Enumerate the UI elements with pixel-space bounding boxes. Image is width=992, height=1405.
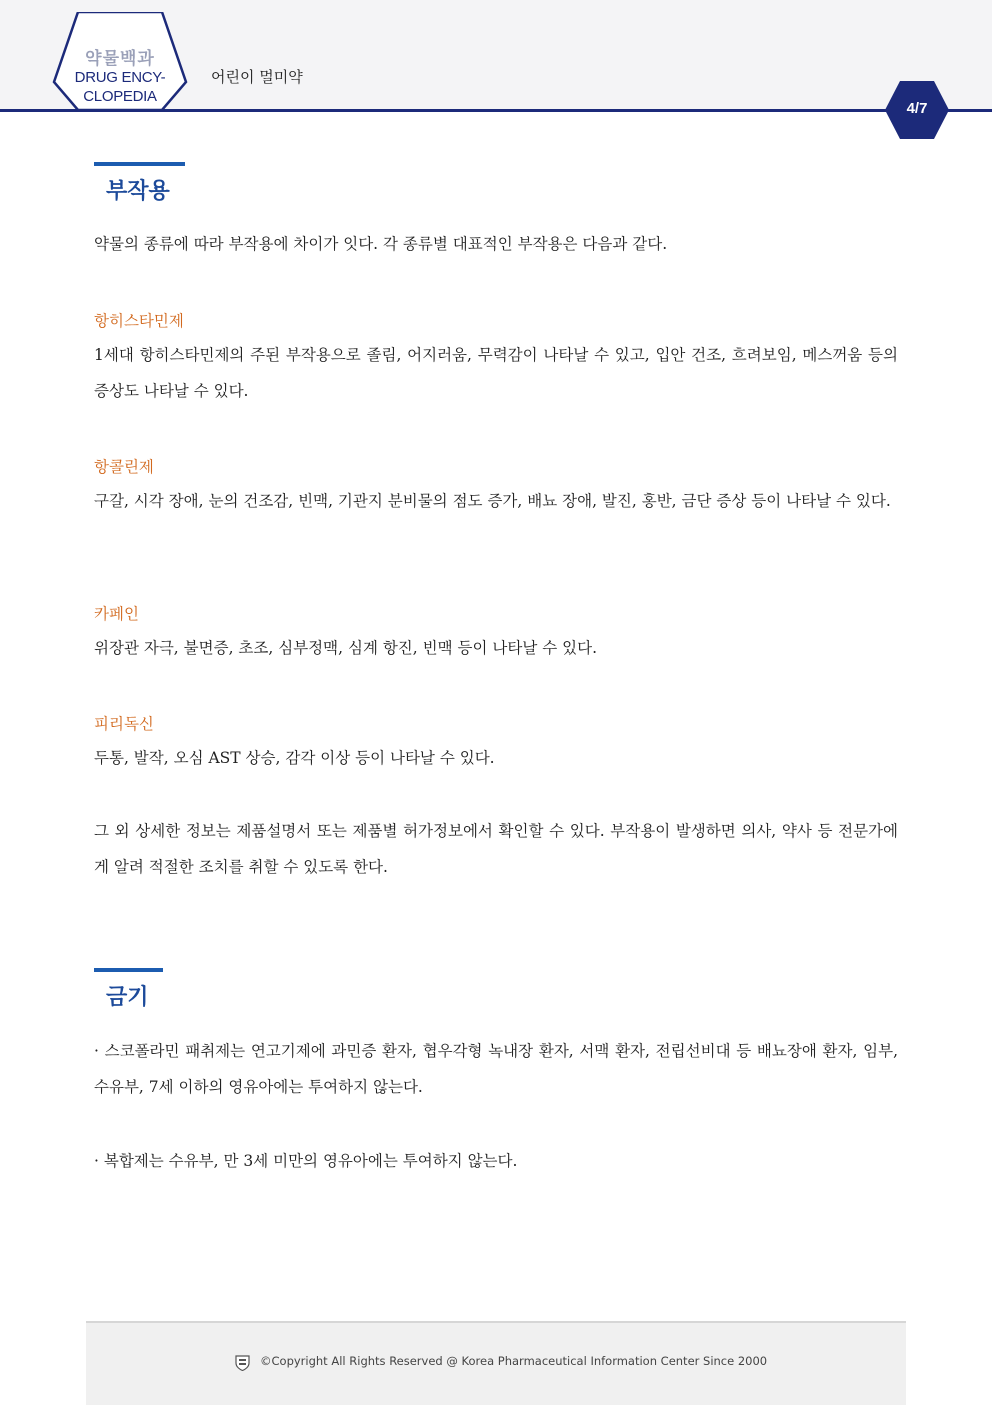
antihistamine-text: 1세대 항히스타민제의 주된 부작용으로 졸림, 어지러움, 무력감이 나타날 수 있고, 입안 건조, 흐려보임, 메스꺼움 등의 증상도 나타날 수 있다. [94, 346, 898, 400]
subheading-caffeine: 카페인 [94, 605, 139, 623]
contraindication-bullet-2: · 복합제는 수유부, 만 3세 미만의 영유아에는 투여하지 않는다. [94, 1152, 518, 1170]
section-bar-contraindications [94, 968, 163, 972]
shield-emblem-icon [235, 1354, 250, 1371]
subheading-pyridoxine: 피리독신 [94, 715, 154, 733]
subheading-anticholinergic: 항콜린제 [94, 458, 154, 476]
page-number: 4/7 [906, 100, 928, 117]
section-title-side-effects: 부작용 [106, 179, 170, 204]
subheading-antihistamine: 항히스타민제 [94, 312, 184, 330]
side-effects-outro: 그 외 상세한 정보는 제품설명서 또는 제품별 허가정보에서 확인할 수 있다. 부작용이 발생하면 의사, 약사 등 전문가에게 알려 적절한 조치를 취할 수 있도록 한다. [94, 822, 898, 876]
pyridoxine-text: 두통, 발작, 오심 AST 상승, 감각 이상 등이 나타날 수 있다. [94, 749, 495, 767]
section-title-contraindications: 금기 [106, 985, 149, 1010]
section-bar-side-effects [94, 162, 185, 166]
logo-english-line1: DRUG ENCY- [74, 69, 166, 86]
side-effects-intro: 약물의 종류에 따라 부작용에 차이가 잇다. 각 종류별 대표적인 부작용은 다음과 같다. [94, 235, 668, 253]
logo-english-line2: CLOPEDIA [83, 88, 157, 105]
document-title: 어린이 멀미약 [211, 68, 303, 86]
contraindication-bullet-1: · 스코폴라민 패취제는 연고기제에 과민증 환자, 협우각형 녹내장 환자, 서맥 환자, 전립선비대 등 배뇨장애 환자, 임부, 수유부, 7세 이하의 영유아에는 투여하지 않는다. [94, 1042, 898, 1096]
caffeine-text: 위장관 자극, 불면증, 초조, 심부정맥, 심계 항진, 빈맥 등이 나타날 수 있다. [94, 639, 598, 657]
logo-korean-text: 약물백과 [85, 49, 155, 68]
anticholinergic-text: 구갈, 시각 장애, 눈의 건조감, 빈맥, 기관지 분비물의 점도 증가, 배뇨 장애, 발진, 홍반, 금단 증상 등이 나타날 수 있다. [94, 492, 891, 510]
copyright-text: ©Copyright All Rights Reserved @ Korea Pharmaceutical Information Center Since 2000 [260, 1354, 768, 1368]
